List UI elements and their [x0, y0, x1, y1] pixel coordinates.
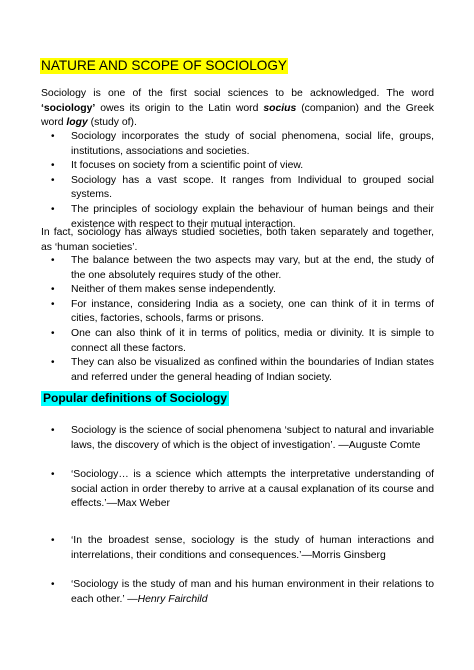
term-logy: logy [66, 117, 88, 129]
intro-paragraph [41, 87, 434, 131]
list-item [41, 298, 434, 327]
intro-text-1: Sociology is one of the first social sciences to be acknowledged. The word [41, 88, 434, 99]
definition-text: Sociology is the science of social phenomena ‘subject to natural and invariable laws, the discovery of which is the object of investigation’. —Auguste Comte [71, 425, 434, 451]
intro-text-3: (companion) and the Greek word [41, 102, 434, 129]
definitions-list [41, 424, 434, 622]
bullet-icon: • [51, 469, 55, 481]
bullet-icon: • [51, 534, 55, 546]
bullet-icon: • [51, 160, 55, 172]
list-item [41, 174, 434, 203]
bullet-icon: • [51, 131, 55, 142]
list-item [41, 424, 434, 453]
list-item [41, 534, 434, 563]
definition-author: Henry Fairchild [137, 593, 208, 605]
term-socius: socius [263, 102, 297, 114]
scope-bullet-list [41, 130, 434, 232]
list-item-text: One can also think of it in terms of politics, media or divinity. It is simple to connect all these factors. [71, 327, 434, 354]
bullet-icon: • [51, 579, 55, 591]
bullet-icon: • [51, 357, 55, 369]
bullet-icon: • [51, 203, 55, 215]
bullet-icon: • [51, 174, 55, 186]
list-item-text: Sociology has a vast scope. It ranges from Individual to grouped social systems. [71, 174, 434, 201]
list-item [41, 356, 434, 385]
list-item [41, 130, 434, 159]
intro-text-2: owes its origin to the Latin word [95, 102, 264, 114]
list-item [41, 468, 434, 512]
term-sociology: ‘sociology’ [41, 102, 96, 114]
bullet-icon: • [51, 255, 55, 266]
list-item [41, 283, 434, 298]
societies-bullet-list [41, 254, 434, 385]
list-item-text: It focuses on society from a scientific point of view. [71, 160, 304, 172]
definition-text: ‘Sociology… is a science which attempts the interpretative understanding of social action in order thereby to arrive at a causal explanation of its course and effects.’—Max Weber [71, 469, 434, 510]
list-item-text: The principles of sociology explain the behaviour of human beings and their existence with respect to their mutual interaction. [71, 203, 434, 230]
intro-text-4: (study of). [87, 117, 137, 129]
list-item [41, 254, 434, 283]
bullet-icon: • [51, 425, 55, 436]
list-item-text: They can also be visualized as confined within the boundaries of Indian states and referred under the general heading of Indian society. [71, 357, 434, 383]
list-item [41, 578, 434, 607]
list-item-text: Sociology incorporates the study of social phenomena, social life, groups, institutions, associations and societies. [71, 131, 434, 157]
list-item [41, 159, 434, 174]
list-item-text: Neither of them makes sense independently. [71, 284, 276, 296]
definitions-heading: Popular definitions of Sociology [43, 391, 228, 405]
page-title: NATURE AND SCOPE OF SOCIOLOGY [41, 58, 287, 73]
list-item-text: For instance, considering India as a society, one can think of it in terms of cities, factories, schools, farms or prisons. [71, 298, 434, 325]
list-item [41, 327, 434, 356]
definition-text: ‘In the broadest sense, sociology is the study of human interactions and interrelations, their conditions and consequences.’—Morris Ginsberg [71, 534, 434, 561]
bullet-icon: • [51, 284, 55, 296]
societies-paragraph: In fact, sociology has always studied societies, both taken separately and together, as ‘human societies’. [41, 227, 434, 253]
bullet-icon: • [51, 327, 55, 339]
definition-text: ‘Sociology is the study of man and his human environment in their relations to each other.’ — [71, 579, 434, 605]
bullet-icon: • [51, 298, 55, 310]
list-item-text: The balance between the two aspects may vary, but at the end, the study of the one absolutely requires study of the other. [71, 255, 434, 281]
